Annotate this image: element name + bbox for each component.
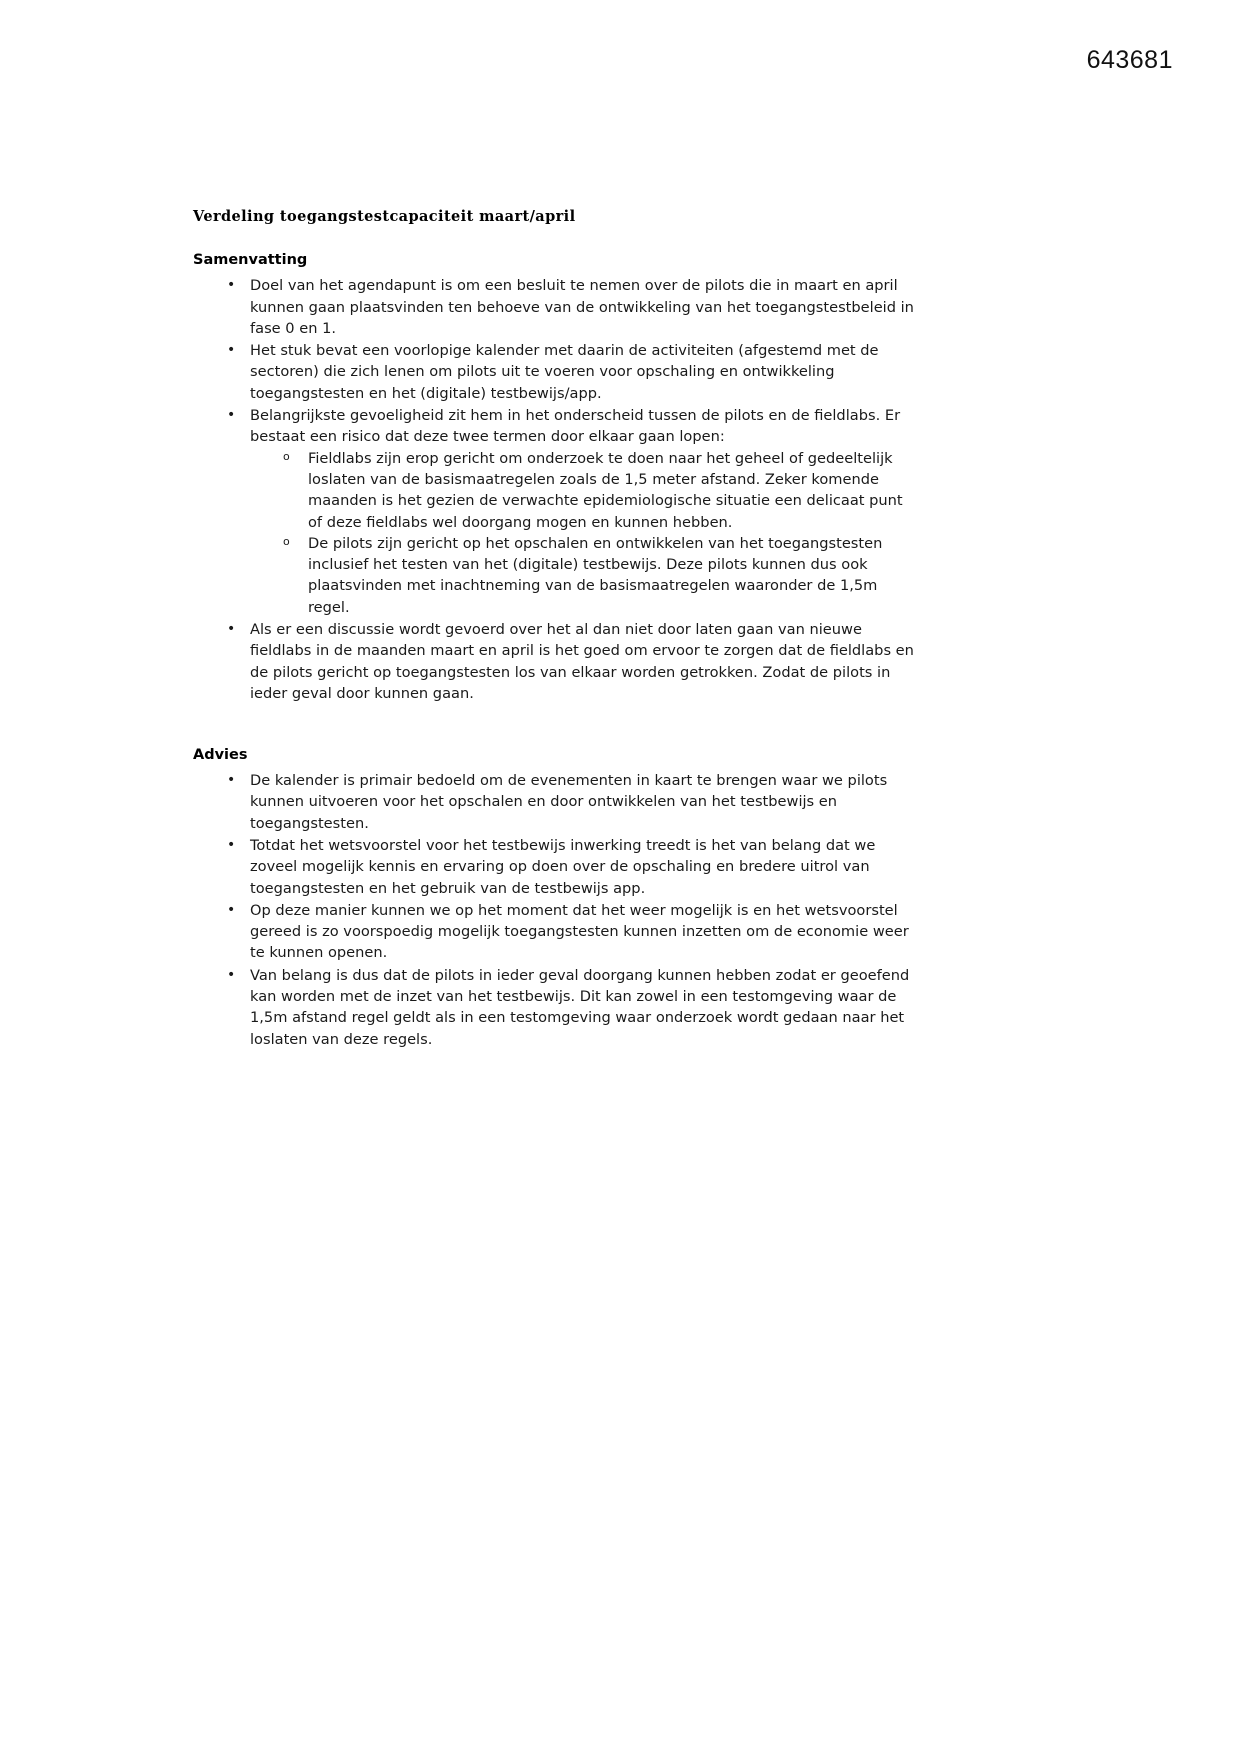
bullet-disc-icon: •: [227, 901, 236, 918]
section-heading-samenvatting: Samenvatting: [193, 252, 308, 269]
list-item-text: Van belang is dus dat de pilots in ieder geval doorgang kunnen hebben zodat er geoefend kan worden met de inzet van het testbewijs. Dit kan zowel in een testomgeving waar de 1,5m afstand regel geldt als in een testomgeving waar onderzoek wordt gedaan naar het loslaten van deze regels.: [250, 966, 910, 1048]
section-advies: [193, 746, 918, 1050]
bullet-disc-icon: •: [227, 772, 236, 789]
bullet-circle-icon: o: [283, 534, 290, 548]
bullet-disc-icon: •: [227, 966, 236, 983]
bullet-disc-icon: •: [227, 620, 236, 637]
page-number: 643681: [1086, 46, 1173, 74]
sub-list-item-text: De pilots zijn gericht op het opschalen en ontwikkelen van het toegangstesten inclusief het testen van het (digitale) testbewijs. Deze pilots kunnen dus ook plaatsvinden met inachtneming van de basismaatregelen waaronder de 1,5m regel.: [308, 534, 883, 616]
list-item: [193, 275, 918, 339]
bullet-list-advies: [193, 770, 918, 1050]
section-spacer: [193, 726, 918, 746]
bullet-disc-icon: •: [227, 277, 236, 294]
list-item: [193, 965, 918, 1050]
list-item: [193, 835, 918, 899]
sub-bullet-list: [250, 448, 918, 618]
list-item-text: Op deze manier kunnen we op het moment dat het weer mogelijk is en het wetsvoorstel gereed is zo voorspoedig mogelijk toegangstesten kunnen inzetten om de economie weer te kunnen openen.: [250, 901, 909, 962]
section-heading-advies: Advies: [193, 747, 248, 764]
list-item-text: Belangrijkste gevoeligheid zit hem in het onderscheid tussen de pilots en de fieldlabs. Er bestaat een risico dat deze twee termen door elkaar gaan lopen:: [250, 407, 901, 446]
list-item-text: Als er een discussie wordt gevoerd over het al dan niet door laten gaan van nieuwe fieldlabs in de maanden maart en april is het goed om ervoor te zorgen dat de fieldlabs en de pilots gericht op toegangstesten los van elkaar worden getrokken. Zodat de pilots in ieder geval door kunnen gaan.: [250, 620, 914, 702]
list-item-text: Doel van het agendapunt is om een besluit te nemen over de pilots die in maart en april kunnen gaan plaatsvinden ten behoeve van de ontwikkeling van het toegangstestbeleid in fase 0 en 1.: [250, 277, 914, 337]
sub-list-item: [250, 448, 918, 533]
list-item-text: Het stuk bevat een voorlopige kalender met daarin de activiteiten (afgestemd met de sectoren) die zich lenen om pilots uit te voeren voor opschaling en ontwikkeling toegangstesten en het (digitale) testbewijs/app.: [250, 342, 879, 402]
list-item: [193, 619, 918, 704]
sub-list-item: [250, 533, 918, 618]
list-item: [193, 405, 918, 618]
list-item: [193, 900, 918, 964]
section-samenvatting: [193, 251, 918, 704]
bullet-disc-icon: •: [227, 407, 236, 424]
sub-list-item-text: Fieldlabs zijn erop gericht om onderzoek te doen naar het geheel of gedeeltelijk loslaten van de basismaatregelen zoals de 1,5 meter afstand. Zeker komende maanden is het gezien de verwachte epidemiologische situatie een delicaat punt of deze fieldlabs wel doorgang mogen en kunnen hebben.: [308, 449, 903, 531]
list-item-text: Totdat het wetsvoorstel voor het testbewijs inwerking treedt is het van belang dat we zoveel mogelijk kennis en ervaring op doen over de opschaling en bredere uitrol van toegangstesten en het gebruik van de testbewijs app.: [250, 836, 876, 897]
list-item: [193, 340, 918, 404]
bullet-disc-icon: •: [227, 342, 236, 359]
list-item-text: De kalender is primair bedoeld om de evenementen in kaart te brengen waar we pilots kunnen uitvoeren voor het opschalen en door ontwikkelen van het testbewijs en toegangstesten.: [250, 772, 888, 832]
bullet-circle-icon: o: [283, 449, 290, 463]
bullet-list-samenvatting: [193, 275, 918, 704]
document-body: [193, 208, 918, 1072]
document-title: Verdeling toegangstestcapaciteit maart/april: [193, 208, 576, 225]
list-item: [193, 770, 918, 834]
bullet-disc-icon: •: [227, 836, 236, 853]
